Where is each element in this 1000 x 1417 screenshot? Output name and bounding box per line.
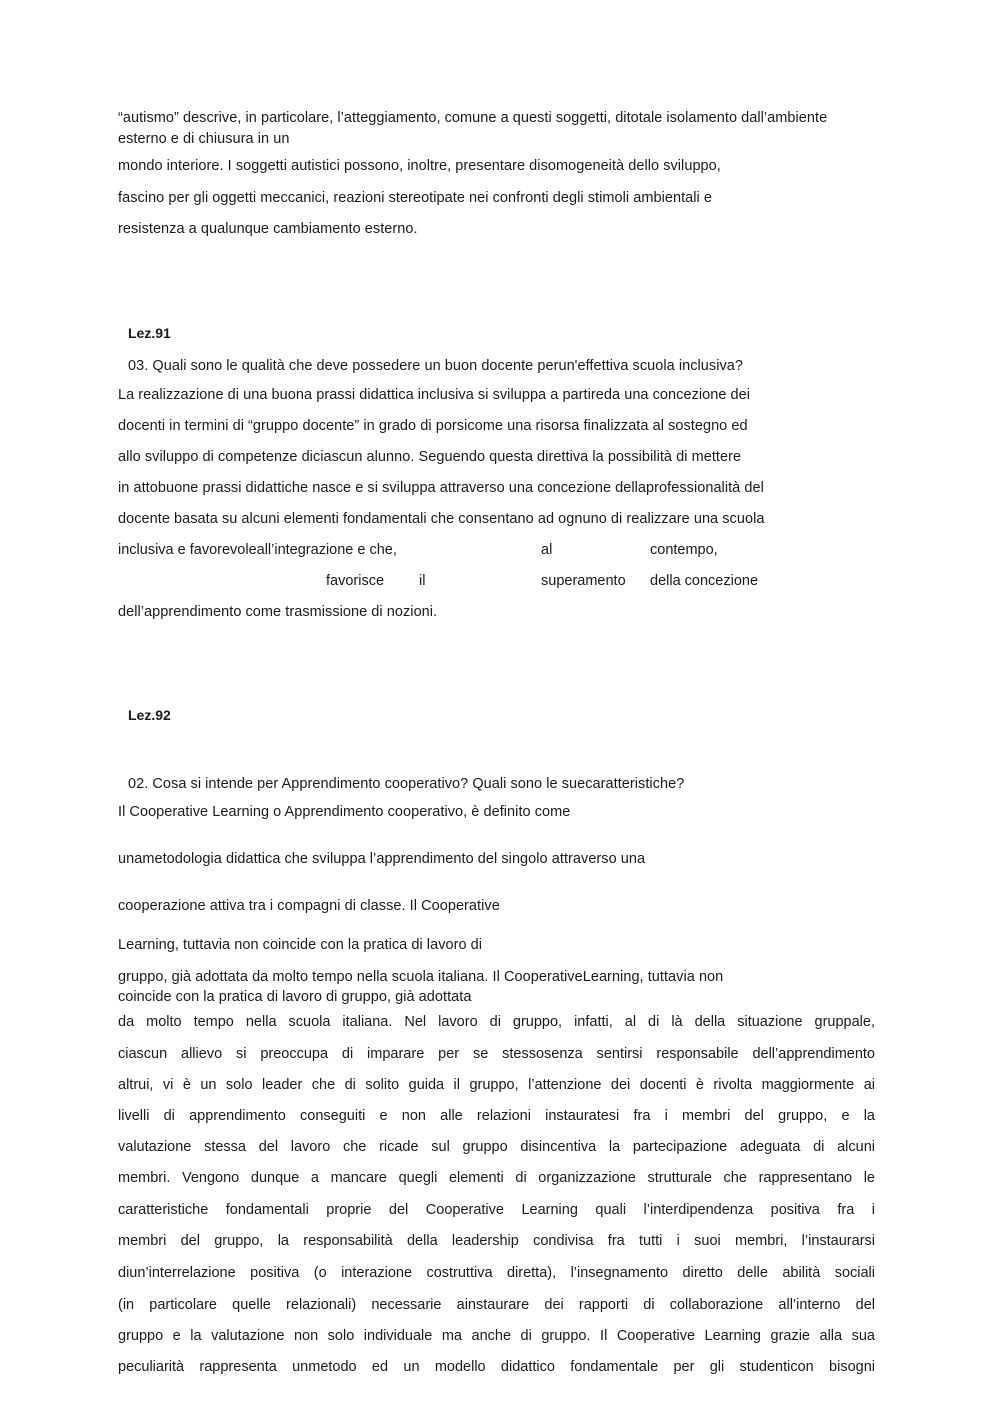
- text-line: diun’interrelazione positiva (o interazione costruttiva diretta), l’insegnamento diretto delle abilità sociali: [118, 1265, 875, 1281]
- text-line: membri. Vengono dunque a mancare quegli elementi di organizzazione strutturale che rappresentano le: [118, 1170, 875, 1186]
- text-fragment: della concezione: [650, 573, 759, 589]
- text-fragment: il: [419, 573, 426, 589]
- text-line: altrui, vi è un solo leader che di solito guida il gruppo, l’attenzione dei docenti è rivolta maggiormente ai: [118, 1077, 875, 1093]
- text-line: La realizzazione di una buona prassi didattica inclusiva si sviluppa a partireda una concezione dei: [118, 387, 751, 403]
- text-line: gruppo, già adottata da molto tempo nella scuola italiana. Il CooperativeLearning, tuttavia non: [118, 969, 724, 985]
- text-line: docente basata su alcuni elementi fondamentali che consentano ad ognuno di realizzare una scuola: [118, 511, 765, 527]
- lesson-heading: Lez.91: [128, 325, 171, 341]
- text-line: peculiarità rappresenta unmetodo ed un modello didattico fondamentale per gli studenticon bisogni: [118, 1359, 875, 1375]
- text-line: livelli di apprendimento conseguiti e non alle relazioni instauratesi fra i membri del gruppo, e la: [118, 1108, 875, 1124]
- text-line: “autismo” descrive, in particolare, l’atteggiamento, comune a questi soggetti, ditotale isolamento dall’ambiente: [118, 110, 828, 126]
- text-line: resistenza a qualunque cambiamento esterno.: [118, 221, 418, 237]
- text-fragment: inclusiva e favorevoleall’integrazione e che,: [118, 542, 397, 558]
- text-line: fascino per gli oggetti meccanici, reazioni stereotipate nei confronti degli stimoli ambientali e: [118, 190, 713, 206]
- question-text: 02. Cosa si intende per Apprendimento cooperativo? Quali sono le suecaratteristiche?: [128, 776, 685, 792]
- text-line: (in particolare quelle relazionali) necessarie ainstaurare dei rapporti di collaborazione all’interno del: [118, 1297, 875, 1313]
- text-line: gruppo e la valutazione non solo individuale ma anche di gruppo. Il Cooperative Learning grazie alla sua: [118, 1328, 875, 1344]
- text-line: Il Cooperative Learning o Apprendimento cooperativo, è definito come: [118, 804, 571, 820]
- text-line: in attobuone prassi didattiche nasce e si sviluppa attraverso una concezione dellaprofessionalità del: [118, 480, 764, 496]
- text-line: cooperazione attiva tra i compagni di classe. Il Cooperative: [118, 898, 500, 914]
- text-line: mondo interiore. I soggetti autistici possono, inoltre, presentare disomogeneità dello sviluppo,: [118, 158, 721, 174]
- text-line: unametodologia didattica che sviluppa l’apprendimento del singolo attraverso una: [118, 851, 646, 867]
- text-line: caratteristiche fondamentali proprie del Cooperative Learning quali l’interdipendenza positiva fra i: [118, 1202, 875, 1218]
- text-line: dell’apprendimento come trasmissione di nozioni.: [118, 604, 438, 620]
- text-fragment: favorisce: [326, 573, 385, 589]
- text-fragment: contempo,: [650, 542, 718, 558]
- text-line: allo sviluppo di competenze diciascun alunno. Seguendo questa direttiva la possibilità di mettere: [118, 449, 742, 465]
- text-fragment: superamento: [541, 573, 626, 589]
- lesson-heading: Lez.92: [128, 707, 171, 723]
- text-line: membri del gruppo, la responsabilità della leadership condivisa fra tutti i suoi membri, l’instaurarsi: [118, 1233, 875, 1249]
- text-line: da molto tempo nella scuola italiana. Nel lavoro di gruppo, infatti, al di là della situazione gruppale,: [118, 1014, 875, 1030]
- text-line: coincide con la pratica di lavoro di gruppo, già adottata: [118, 989, 472, 1005]
- text-line: esterno e di chiusura in un: [118, 131, 290, 147]
- text-line: ciascun allievo si preoccupa di imparare per se stessosenza sentirsi responsabile dell’apprendimento: [118, 1046, 875, 1062]
- text-line: Learning, tuttavia non coincide con la pratica di lavoro di: [118, 937, 483, 953]
- question-text: 03. Quali sono le qualità che deve possedere un buon docente perun'effettiva scuola inclusiva?: [128, 358, 744, 374]
- text-line: docenti in termini di “gruppo docente” in grado di porsicome una risorsa finalizzata al sostegno ed: [118, 418, 748, 434]
- text-fragment: al: [541, 542, 553, 558]
- text-line: valutazione stessa del lavoro che ricade sul gruppo disincentiva la partecipazione adeguata di alcuni: [118, 1139, 875, 1155]
